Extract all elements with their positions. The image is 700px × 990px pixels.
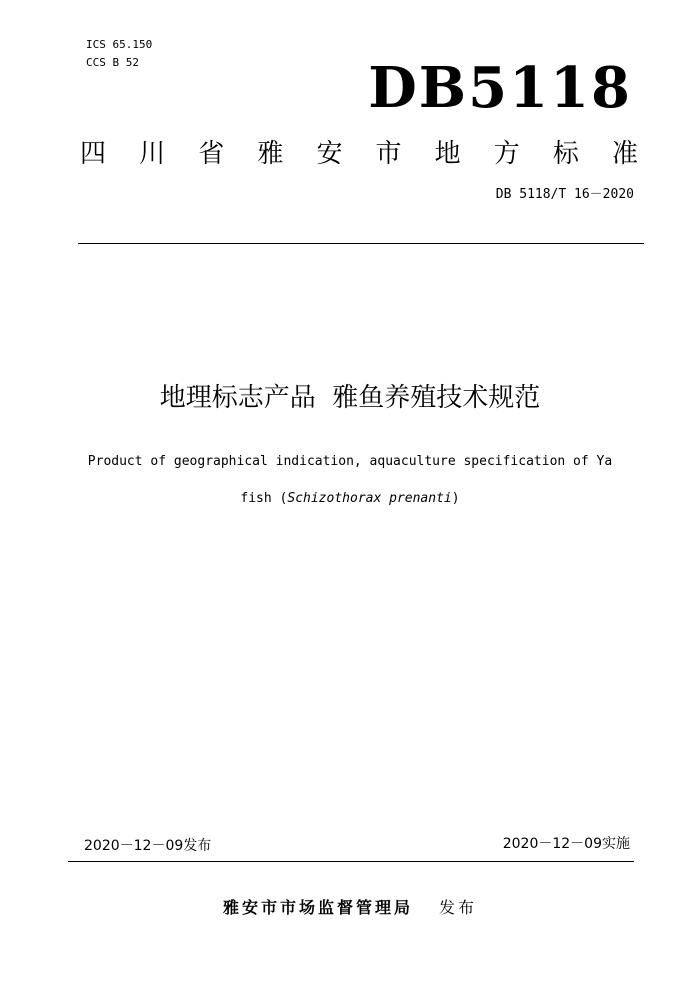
document-title-english-line2 <box>40 490 660 508</box>
bottom-divider <box>68 861 634 862</box>
category-char: 四 <box>80 139 107 169</box>
category-char: 标 <box>552 139 579 169</box>
standard-category <box>80 136 638 172</box>
category-char: 川 <box>139 139 166 169</box>
document-title-english-line1: Product of geographical indication, aquaculture specification of Ya <box>87 454 613 469</box>
issue-date: 2020－12－09发布 <box>84 838 212 854</box>
category-char: 地 <box>434 139 461 169</box>
publisher <box>0 896 700 920</box>
publisher-suffix: 发布 <box>439 898 478 917</box>
category-char: 雅 <box>257 139 284 169</box>
category-char: 准 <box>611 139 638 169</box>
title-english-suffix: ) <box>451 491 460 506</box>
category-char: 方 <box>493 139 520 169</box>
standard-number: DB 5118/T 16－2020 <box>495 187 634 202</box>
category-char: 安 <box>316 139 343 169</box>
document-title-chinese: 地理标志产品 雅鱼养殖技术规范 <box>159 383 541 413</box>
species-name: Schizothorax prenanti <box>287 491 452 506</box>
top-divider <box>78 243 644 244</box>
ccs-code: CCS B 52 <box>86 56 139 69</box>
implementation-date: 2020－12－09实施 <box>502 836 630 852</box>
publisher-name: 雅安市市场监督管理局 <box>222 898 413 917</box>
classification-codes <box>86 36 152 72</box>
title-english-prefix: fish ( <box>240 491 288 506</box>
category-char: 市 <box>375 139 402 169</box>
category-char: 省 <box>198 139 225 169</box>
ics-code: ICS 65.150 <box>86 38 153 51</box>
standard-code: DB5118 <box>368 55 632 121</box>
